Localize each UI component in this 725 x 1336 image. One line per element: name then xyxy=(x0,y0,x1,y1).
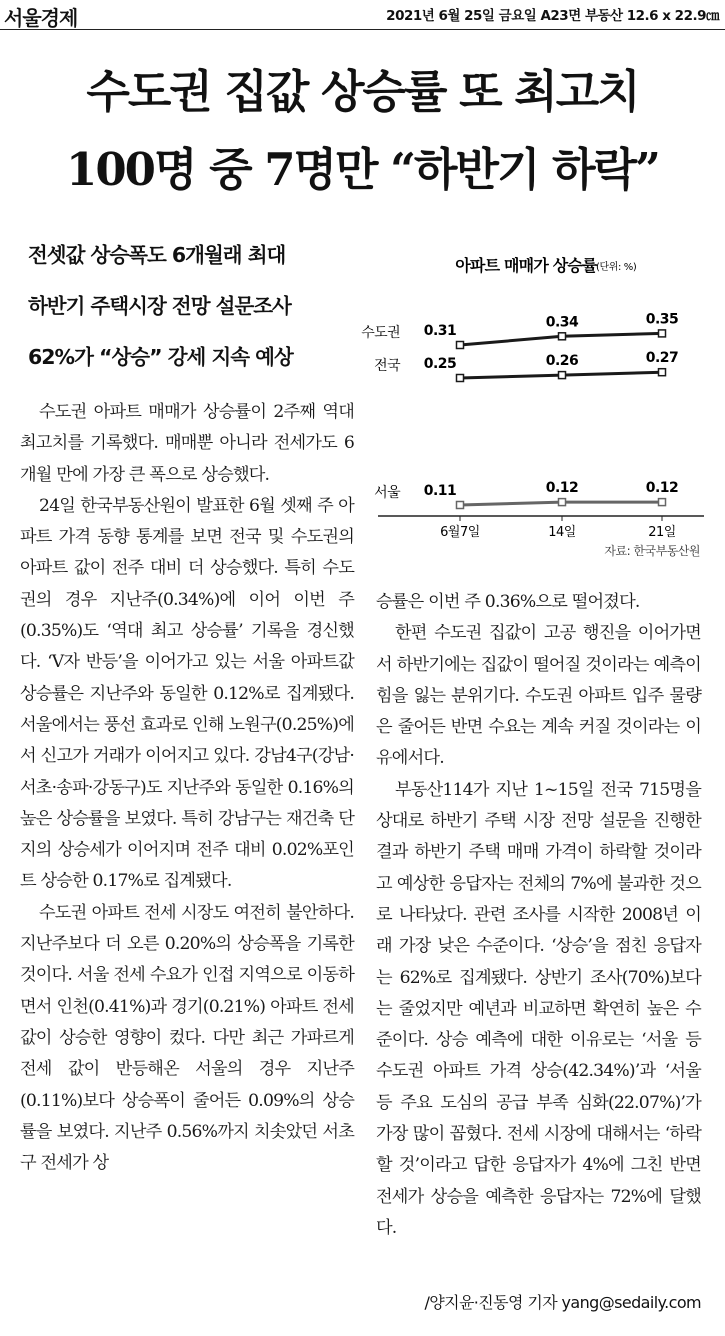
data-point xyxy=(457,342,464,349)
data-label: 0.11 xyxy=(423,483,457,499)
paragraph: 한편 수도권 집값이 고공 행진을 이어가면서 하반기에는 집값이 떨어질 것이라는 예측이 힘을 잃는 분위기다. 수도권 아파트 입주 물량은 줄어든 반면 수요는 계속 커질 것이라는 이유에서다. xyxy=(376,623,701,769)
series-label: 서울 xyxy=(374,485,400,501)
data-label: 0.31 xyxy=(423,323,457,339)
paragraph: 수도권 아파트 전세 시장도 여전히 불안하다. 지난주보다 더 오른 0.20%의 상승폭을 기록한 것이다. 서울 전세 수요가 인접 지역으로 이동하면서 인천(0.41%)과 경기(0.21%) 아파트 전세 값이 상승한 영향이 컸다. 다만 최근 가파르게 전세 값이 반등해온 서울의 경우 지난주(0.11%)보다 상승폭이 줄어든 0.09%의 상승률을 보였다. 지난주 0.56%까지 치솟았던 서초구 전세가 상 xyxy=(20,902,354,1174)
data-point xyxy=(559,499,566,506)
chart-title: 아파트 매매가 상승률 xyxy=(455,256,597,275)
paragraph: 수도권 아파트 매매가 상승률이 2주째 역대 최고치를 기록했다. 매매뿐 아니라 전세가도 6개월 만에 가장 큰 폭으로 상승했다. xyxy=(20,402,354,485)
paragraph: 승률은 이번 주 0.36%으로 떨어졌다. xyxy=(376,592,640,612)
x-tick-label: 14일 xyxy=(548,525,576,540)
data-point xyxy=(559,372,566,379)
chart-source: 자료: 한국부동산원 xyxy=(604,544,700,558)
paragraph: 24일 한국부동산원이 발표한 6월 셋째 주 아파트 가격 동향 통계를 보면 전국 및 수도권의 아파트 값이 전주 대비 더 상승했다. 특히 수도권의 경우 지난주(0.34%)에 이어 이번 주(0.35%)도 ‘역대 최고 상승률’ 기록을 경신했다. ‘V자 반등’을 이어가고 있는 서울 아파트값 상승률은 지난주와 동일한 0.12%로 집계됐다. 서울에서는 풍선 효과로 인해 노원구(0.25%)에서 신고가 거래가 이어지고 있다. 강남4구(강남·서초·송파·강동구)도 지난주와 동일한 0.16%의 높은 상승률을 보였다. 특히 강남구는 재건축 단지의 상승세가 이어지며 전주 대비 0.02%포인트 상승한 0.17%로 집계됐다. xyxy=(20,495,354,892)
data-label: 0.12 xyxy=(645,480,679,497)
paragraph: 부동산114가 지난 1~15일 전국 715명을 상대로 하반기 주택 시장 전망 설문을 진행한 결과 하반기 주택 매매 가격이 하락할 것이라고 예상한 응답자는 전체의 7%에 불과한 것으로 나타났다. 관련 조사를 시작한 2008년 이래 가장 낮은 수준이다. ‘상승’을 점친 응답자는 62%로 집계됐다. 상반기 조사(70%)보다는 줄었지만 예년과 비교하면 확연히 높은 수준이다. 상승 예측에 대한 이유로는 ‘서울 등 수도권 아파트 가격 상승(42.34%)’과 ‘서울 등 주요 도심의 공급 부족 심화(22.07%)’가 가장 많이 꼽혔다. 전세 시장에 대해서는 ‘하락할 것’이라고 답한 응답자가 4%에 그친 반면 전세가 상승을 예측한 응답자는 72%에 달했다. xyxy=(376,779,701,1238)
data-label: 0.34 xyxy=(545,314,579,331)
x-tick-label: 21일 xyxy=(648,525,676,540)
chart-svg xyxy=(361,245,704,575)
data-label: 0.26 xyxy=(545,353,579,370)
data-point xyxy=(559,333,566,340)
subheadline-block xyxy=(28,230,348,383)
data-label: 0.27 xyxy=(645,350,679,367)
headline-line-2: 100명 중 7명만 “하반기 하락” xyxy=(66,143,659,196)
data-point xyxy=(457,375,464,382)
subheadline: 하반기 주택시장 전망 설문조사 xyxy=(28,294,291,318)
subheadline: 62%가 “상승” 강세 지속 예상 xyxy=(28,345,293,369)
newspaper-name: 서울경제 xyxy=(4,6,78,30)
article-column-1 xyxy=(20,397,354,1179)
publication-meta: 2021년 6월 25일 금요일 A23면 부동산 12.6 x 22.9㎝ xyxy=(386,8,719,24)
headline-line-1: 수도권 집값 상승률 또 최고치 xyxy=(86,65,639,118)
line-chart xyxy=(361,245,704,575)
data-label: 0.35 xyxy=(645,311,679,328)
data-point xyxy=(457,502,464,509)
masthead xyxy=(0,0,725,30)
series-label: 수도권 xyxy=(361,325,400,341)
article-column-2 xyxy=(376,587,701,1244)
x-tick-label: 6월7일 xyxy=(440,525,480,540)
data-label: 0.12 xyxy=(545,480,579,497)
data-point xyxy=(659,499,666,506)
series-label: 전국 xyxy=(374,358,400,374)
byline: /양지윤·진동영 기자 yang@sedaily.com xyxy=(424,1293,701,1312)
chart-unit-note: (단위: %) xyxy=(596,262,637,273)
subheadline: 전셋값 상승폭도 6개월래 최대 xyxy=(28,243,286,267)
data-point xyxy=(659,369,666,376)
chart-plot-area xyxy=(361,311,704,540)
data-label: 0.25 xyxy=(423,356,457,372)
data-point xyxy=(659,330,666,337)
